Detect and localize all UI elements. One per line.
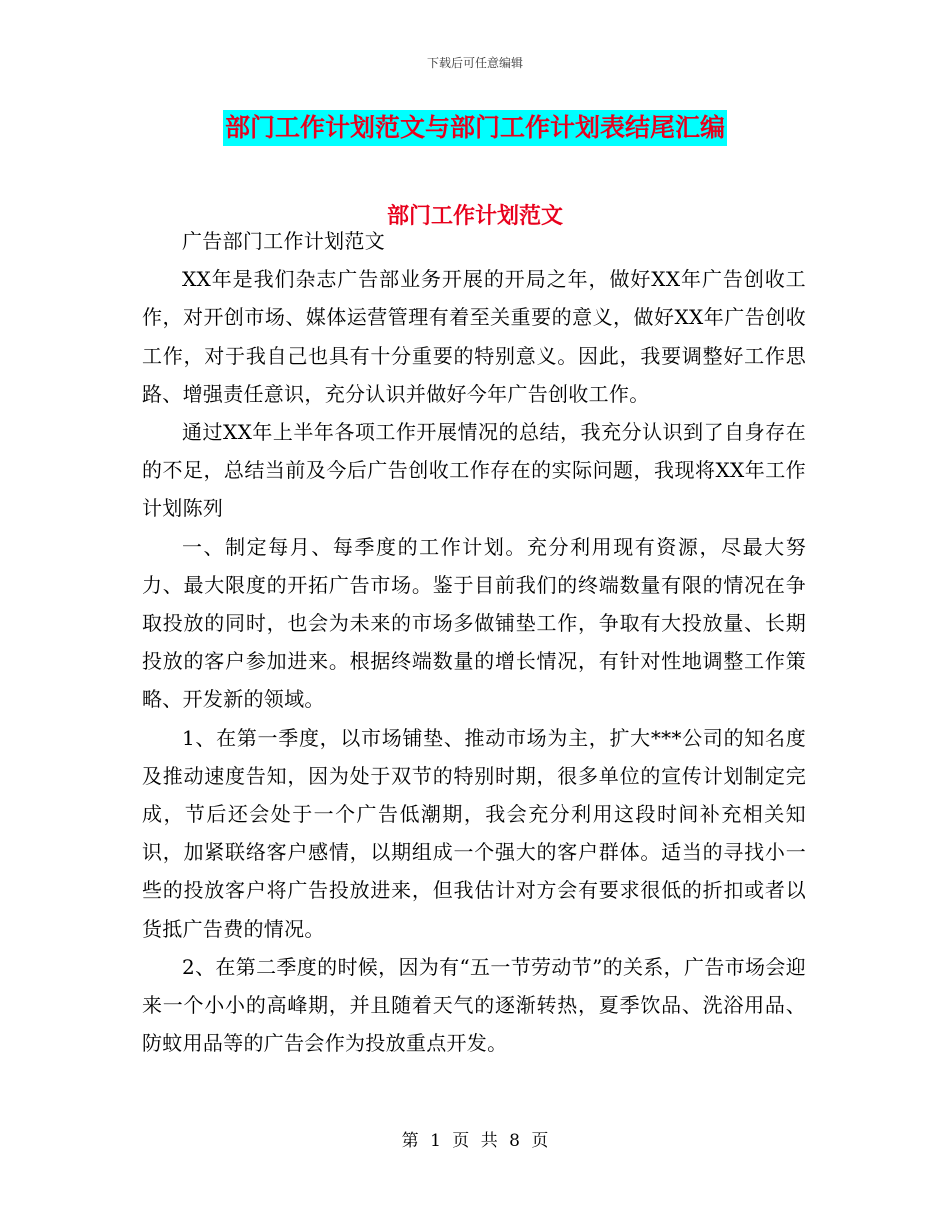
paragraph: 1、在第一季度，以市场铺垫、推动市场为主，扩大***公司的知名度及推动速度告知，因为处于双节的特别时期，很多单位的宣传计划制定完成，节后还会处于一个广告低潮期，我会充分利用这段时间补充相关知识，加紧联络客户感情，以期组成一个强大的客户群体。适当的寻找小一些的投放客户将广告投放进来，但我估计对方会有要求很低的折扣或者以货抵广告费的情况。 bbox=[142, 725, 806, 941]
document-title: 部门工作计划范文与部门工作计划表结尾汇编 bbox=[223, 110, 727, 146]
paragraph: XX年是我们杂志广告部业务开展的开局之年，做好XX年广告创收工作，对开创市场、媒体运营管理有着至关重要的意义，做好XX年广告创收工作，对于我自己也具有十分重要的特别意义。因此，我要调整好工作思路、增强责任意识，充分认识并做好今年广告创收工作。 bbox=[142, 267, 806, 406]
page-footer: 第 1 页 共 8 页 bbox=[401, 1131, 549, 1151]
paragraph: 一、制定每月、每季度的工作计划。充分利用现有资源，尽最大努力、最大限度的开拓广告市场。鉴于目前我们的终端数量有限的情况在争取投放的同时，也会为未来的市场多做铺垫工作，争取有大投放量、长期投放的客户参加进来。根据终端数量的增长情况，有针对性地调整工作策略、开发新的领域。 bbox=[142, 534, 806, 712]
paragraph: 通过XX年上半年各项工作开展情况的总结，我充分认识到了自身存在的不足，总结当前及今后广告创收工作存在的实际问题，我现将XX年工作计划陈列 bbox=[142, 420, 806, 521]
paragraph: 2、在第二季度的时候，因为有“五一节劳动节”的关系，广告市场会迎来一个小小的高峰期，并且随着天气的逐渐转热，夏季饮品、洗浴用品、防蚊用品等的广告会作为投放重点开发。 bbox=[142, 954, 806, 1056]
document-title-container bbox=[0, 110, 950, 146]
subheading: 广告部门工作计划范文 bbox=[182, 229, 385, 253]
section-title: 部门工作计划范文 bbox=[386, 204, 563, 229]
document-body bbox=[142, 222, 806, 1062]
header-note: 下载后可任意编辑 bbox=[426, 56, 523, 70]
